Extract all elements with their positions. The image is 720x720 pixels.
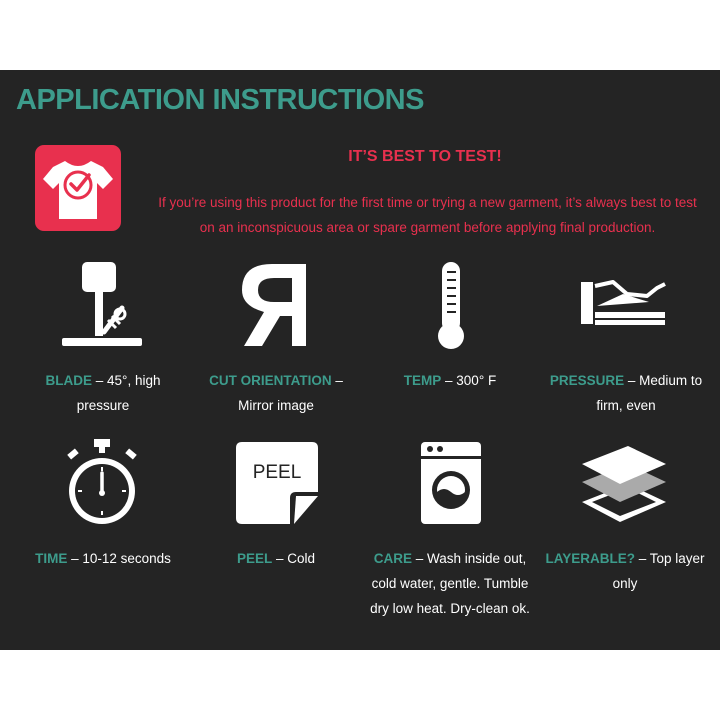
time-label: TIME	[35, 551, 68, 566]
washing-machine-icon	[419, 440, 483, 526]
pressure-caption	[540, 368, 712, 418]
thermometer-icon	[436, 260, 466, 352]
layers-icon	[578, 440, 670, 530]
peel-label: PEEL	[236, 551, 273, 566]
peel-value: – Cold	[272, 551, 316, 566]
blade-value: – 45°, high pressure	[76, 373, 161, 413]
test-description: If you’re using this product for the first time or trying a new garment, it’s always best to test on an inconspicuous area or spare garment before applying final production.	[158, 195, 697, 235]
page-title: APPLICATION INSTRUCTIONS	[16, 84, 424, 116]
temp-value: – 300° F	[441, 373, 497, 388]
care-label: CARE	[373, 551, 412, 566]
peel-caption	[216, 546, 336, 571]
blade-label: BLADE	[45, 373, 93, 388]
stopwatch-icon	[62, 437, 142, 527]
temp-label: TEMP	[403, 373, 442, 388]
blade-cutter-icon	[60, 258, 145, 350]
peel-icon	[234, 440, 320, 526]
heat-press-icon	[579, 272, 669, 330]
layerable-caption	[542, 546, 708, 596]
layerable-label: LAYERABLE?	[545, 551, 635, 566]
blade-caption	[42, 368, 164, 418]
test-heading: IT’S BEST TO TEST!	[348, 148, 502, 165]
tshirt-check-icon	[35, 145, 121, 231]
mirror-r-icon	[236, 260, 318, 348]
care-value: – Wash inside out, cold water, gentle. Tumble dry low heat. Dry-clean ok.	[370, 551, 530, 616]
time-caption	[20, 546, 186, 571]
cut-orientation-caption	[200, 368, 352, 418]
peel-icon-text: PEEL	[252, 462, 302, 483]
pressure-value: – Medium to firm, even	[596, 373, 703, 413]
time-value: – 10-12 seconds	[67, 551, 171, 566]
layerable-value: – Top layer only	[612, 551, 705, 591]
cut-orientation-value: – Mirror image	[238, 373, 343, 413]
cut-orientation-label: CUT ORIENTATION	[209, 373, 332, 388]
care-caption	[370, 546, 530, 621]
temp-caption	[380, 368, 520, 393]
pressure-label: PRESSURE	[549, 373, 625, 388]
